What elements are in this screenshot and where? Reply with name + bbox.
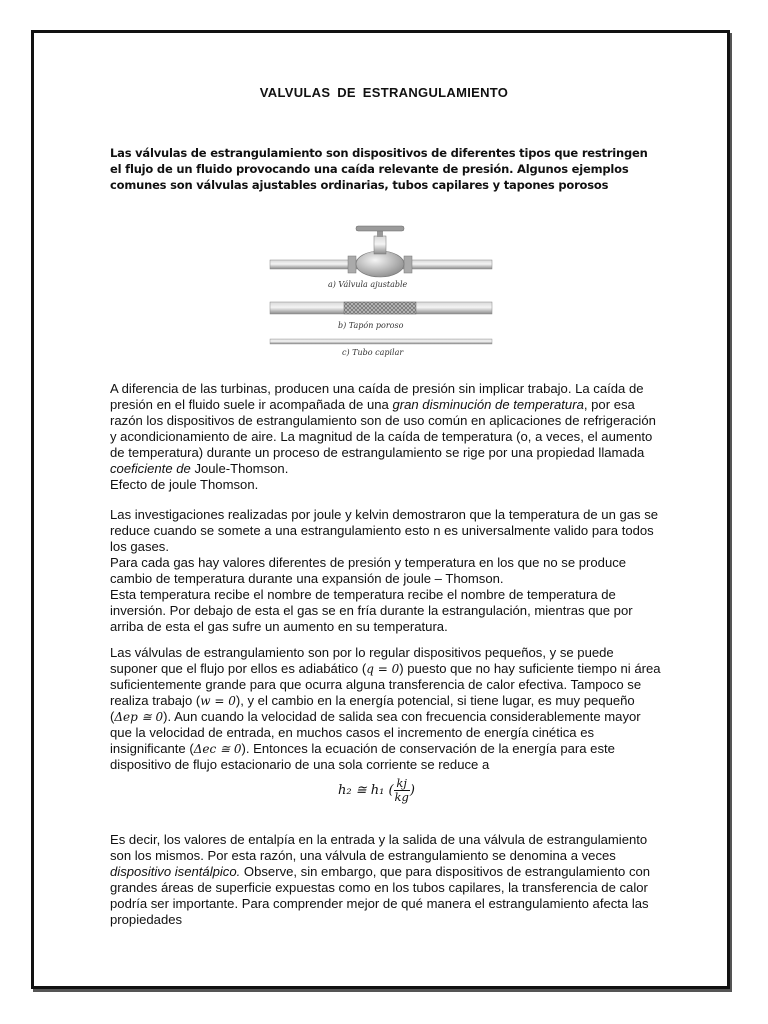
- paragraph-joule-thomson: Las investigaciones realizadas por joule y kelvin demostraron que la temperatura de un gas se reduce cuando se somete a una estrangulamiento esto n es universalmente valido para todos los gases. Para cada gas hay valores diferentes de presión y temperatura en los que no se produce cambio de temperatura durante una expansión de joule – Thomson. Esta temperatura recibe el nombre de temperatura recibe el nombre de temperatura de inversión. Por debajo de esta el gas se en fría durante la estrangulación, mientras que por arriba de esta el gas sufre un aumento en su temperatura.: [110, 507, 659, 634]
- throttling-devices-figure: [268, 222, 494, 358]
- paragraph-adiabatic-assumptions: Las válvulas de estrangulamiento son por lo regular dispositivos pequeños, y se puede suponer que el flujo por ellos es adiabático (q = 0) puesto que no hay suficiente tiempo ni área suficientemente grande para que ocurra alguna transferencia de calor efectiva. Tampoco se realiza trabajo (w = 0), y el cambio en la energía potencial, si tiene lugar, es muy pequeño (Δep ≅ 0). Aun cuando la velocidad de salida sea con frecuencia considerablemente mayor que la velocidad de entrada, en muchos casos el incremento de energía cinética es insignificante (Δec ≅ 0). Entonces la ecuación de conservación de la energía para este dispositivo de flujo estacionario de una sola corriente se reduce a: [110, 645, 661, 772]
- caption-adjustable-valve: a) Válvula ajustable: [328, 280, 408, 289]
- paragraph-turbines-comparison: A diferencia de las turbinas, producen una caída de presión sin implicar trabajo. La caída de presión en el fluido suele ir acompañada de una gran disminución de temperatura, por esa razón los dispositivos de estrangulamiento son de uso común en aplicaciones de refrigeración y acondicionamiento de aire. La magnitud de la caída de temperatura (o, a veces, el aumento de temperatura) durante un proceso de estrangulamiento se rige por una propiedad llamada coeficiente de Joule-Thomson. Efecto de joule Thomson.: [110, 381, 656, 492]
- page-title: VALVULAS DE ESTRANGULAMIENTO: [259, 85, 509, 100]
- paragraph-isenthalpic: Es decir, los valores de entalpía en la entrada y la salida de una válvula de estrangulamiento son los mismos. Por esta razón, una válvula de estrangulamiento se denomina a veces dispositivo isentálpico. Observe, sin embargo, que para dispositivos de estrangulamiento con grandes áreas de superficie expuestas como en los tubos capilares, la transferencia de calor podría ser importante. Para comprender mejor de qué manera el estrangulamiento afecta las propiedades: [110, 832, 651, 927]
- valves-illustration: [268, 222, 494, 358]
- intro-paragraph: Las válvulas de estrangulamiento son dispositivos de diferentes tipos que restringen el flujo de un fluido provocando una caída relevante de presión. Algunos ejemplos comunes son válvulas ajustables ordinarias, tubos capilares y tapones porosos: [110, 146, 648, 192]
- caption-porous-plug: b) Tapón poroso: [338, 321, 404, 330]
- adjustable-valve: [270, 226, 492, 289]
- porous-plug: [270, 302, 492, 330]
- enthalpy-equation: h₂ ≅ h₁ ( $\frac{kj}{kg}$ ): [338, 776, 415, 804]
- caption-capillary-tube: c) Tubo capilar: [342, 348, 404, 357]
- units-fraction: $\frac{kj}{kg}$: [394, 776, 409, 804]
- capillary-tube: [270, 339, 492, 357]
